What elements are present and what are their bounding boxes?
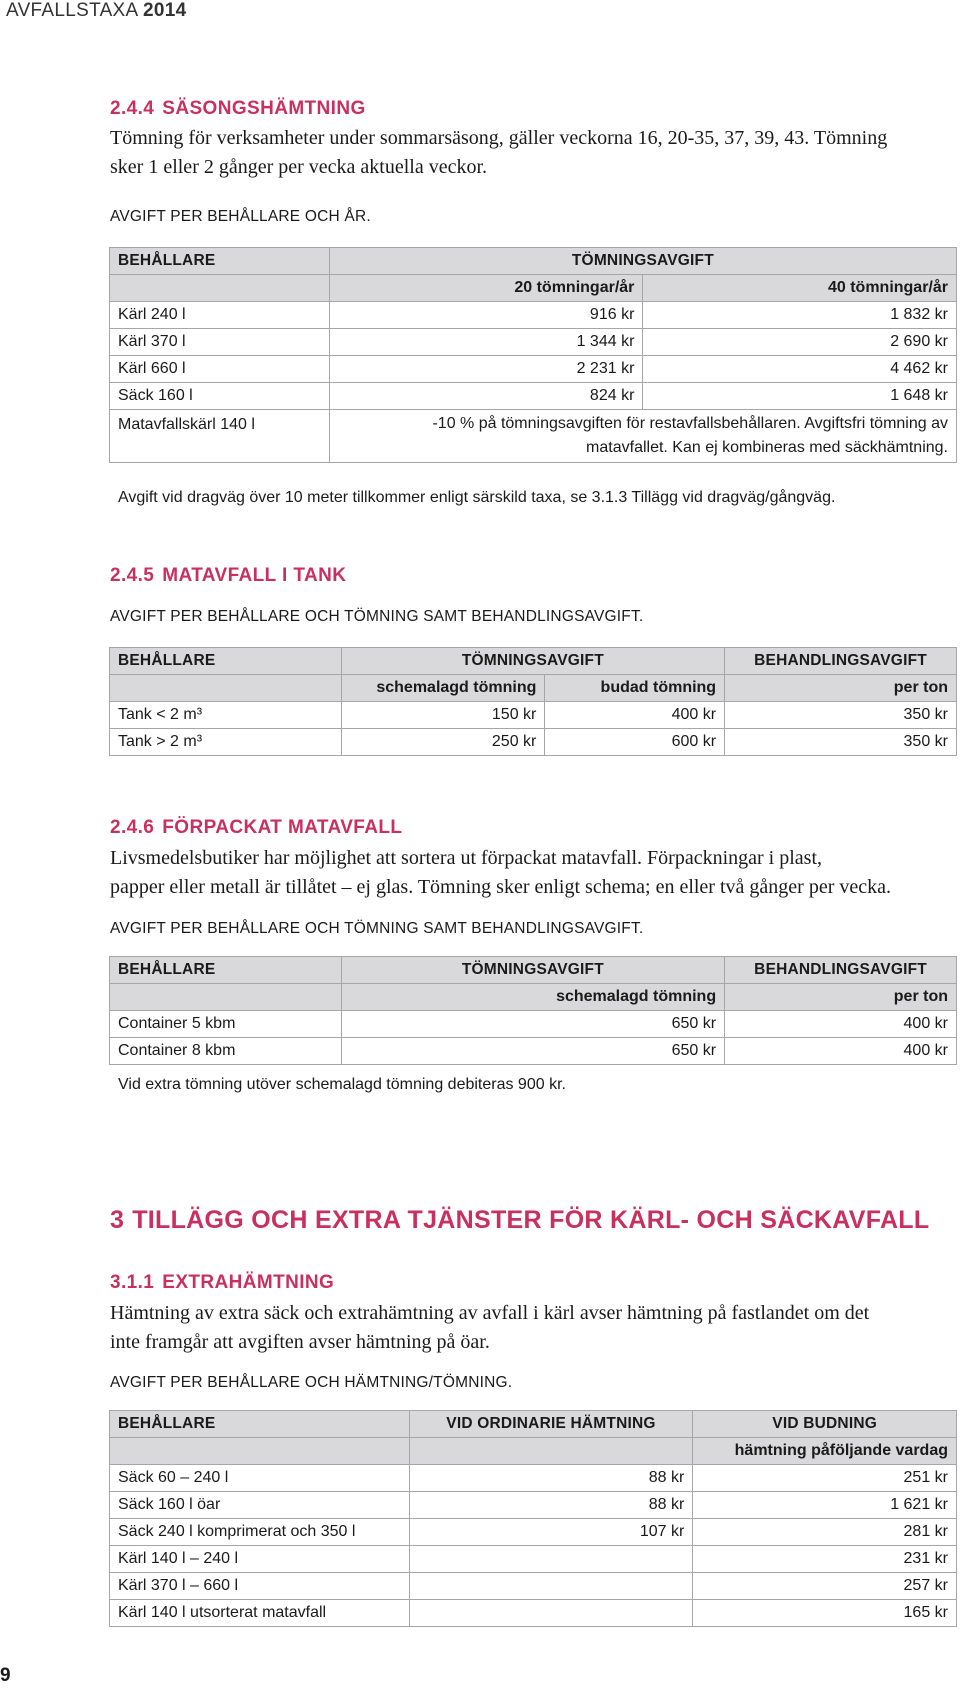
- tank-food-waste-table: [109, 647, 957, 756]
- row-value: 250 kr: [341, 729, 545, 756]
- col-header-blank: [110, 275, 330, 302]
- section-number: 3.1.1: [110, 1272, 155, 1293]
- table-row: [110, 383, 957, 410]
- col-header-blank: [409, 1438, 693, 1465]
- col-header-scheduled: schemalagd tömning: [341, 984, 724, 1011]
- col-header-treatment-fee: BEHANDLINGSAVGIFT: [725, 648, 957, 675]
- table-row: [110, 410, 957, 463]
- col-header-scheduled: schemalagd tömning: [341, 675, 545, 702]
- table-row: [110, 702, 957, 729]
- row-value: 824 kr: [329, 383, 643, 410]
- row-value: 650 kr: [341, 1011, 724, 1038]
- table-row: [110, 1600, 957, 1627]
- row-value: 1 344 kr: [329, 329, 643, 356]
- row-value: 400 kr: [545, 702, 725, 729]
- page-number: 9: [0, 1665, 11, 1686]
- row-label: Säck 240 l komprimerat och 350 l: [110, 1519, 410, 1546]
- row-value: 88 kr: [409, 1465, 693, 1492]
- section-2-4-6-caption: AVGIFT PER BEHÅLLARE OCH TÖMNING SAMT BEHANDLINGSAVGIFT.: [110, 920, 644, 937]
- col-header-container: BEHÅLLARE: [110, 1411, 410, 1438]
- section-2-4-6-text-line2: papper eller metall är tillåtet – ej glas. Tömning sker enligt schema; en eller två gånger per vecka.: [110, 876, 891, 898]
- row-label: Container 8 kbm: [110, 1038, 342, 1065]
- row-value: [409, 1573, 693, 1600]
- section-2-4-5-heading: [110, 565, 346, 587]
- row-value: [409, 1600, 693, 1627]
- section-title: EXTRAHÄMTNING: [162, 1272, 335, 1293]
- row-value: 400 kr: [725, 1011, 957, 1038]
- section-3-1-1-heading: [110, 1272, 334, 1294]
- row-value: 281 kr: [693, 1519, 957, 1546]
- table-row: [110, 1038, 957, 1065]
- section-2-4-6-text-line1: Livsmedelsbutiker har möjlighet att sortera ut förpackat matavfall. Förpackningar i plast,: [110, 847, 823, 869]
- running-header: [6, 0, 187, 22]
- row-label: Säck 160 l öar: [110, 1492, 410, 1519]
- row-label: Tank > 2 m³: [110, 729, 342, 756]
- col-header-container: BEHÅLLARE: [110, 648, 342, 675]
- section-2-4-4-heading: [110, 98, 366, 120]
- row-label: Säck 160 l: [110, 383, 330, 410]
- chapter-3-heading: [110, 1206, 929, 1235]
- chapter-number: 3: [110, 1206, 125, 1234]
- section-2-4-4-text: Tömning för verksamheter under sommarsäsong, gäller veckorna 16, 20-35, 37, 39, 43. Tömning sker 1 eller 2 gånger per vecka aktuella veckor.: [110, 127, 888, 178]
- header-year: 2014: [143, 0, 187, 21]
- col-header-20-per-year: 20 tömningar/år: [329, 275, 643, 302]
- header-title: AVFALLSTAXA: [6, 0, 138, 21]
- section-2-4-5-caption: AVGIFT PER BEHÅLLARE OCH TÖMNING SAMT BEHANDLINGSAVGIFT.: [110, 608, 644, 625]
- section-2-4-6-heading: [110, 817, 402, 839]
- row-label: Säck 60 – 240 l: [110, 1465, 410, 1492]
- section-title: MATAVFALL I TANK: [162, 565, 347, 586]
- section-2-4-4-caption: AVGIFT PER BEHÅLLARE OCH ÅR.: [110, 208, 371, 225]
- section-number: 2.4.4: [110, 98, 155, 119]
- row-label: Kärl 370 l: [110, 329, 330, 356]
- table-row: [110, 1546, 957, 1573]
- row-value: 2 690 kr: [643, 329, 957, 356]
- section-title: SÄSONGSHÄMTNING: [162, 98, 366, 119]
- row-label: Kärl 140 l utsorterat matavfall: [110, 1600, 410, 1627]
- col-header-container: BEHÅLLARE: [110, 248, 330, 275]
- row-value: [409, 1546, 693, 1573]
- section-3-1-1-caption: AVGIFT PER BEHÅLLARE OCH HÄMTNING/TÖMNING.: [110, 1374, 513, 1391]
- row-value: 916 kr: [329, 302, 643, 329]
- row-value: 1 648 kr: [643, 383, 957, 410]
- row-label: Kärl 140 l – 240 l: [110, 1546, 410, 1573]
- row-value: 600 kr: [545, 729, 725, 756]
- row-value: 257 kr: [693, 1573, 957, 1600]
- row-value: 350 kr: [725, 729, 957, 756]
- row-value: 400 kr: [725, 1038, 957, 1065]
- section-title: FÖRPACKAT MATAVFALL: [162, 817, 403, 838]
- col-header-blank: [110, 675, 342, 702]
- col-header-emptying-fee: TÖMNINGSAVGIFT: [329, 248, 956, 275]
- col-header-blank: [110, 984, 342, 1011]
- row-value: 251 kr: [693, 1465, 957, 1492]
- table-row: [110, 356, 957, 383]
- row-value: 150 kr: [341, 702, 545, 729]
- col-header-blank: [110, 1438, 410, 1465]
- table-row: [110, 1011, 957, 1038]
- row-label: Kärl 370 l – 660 l: [110, 1573, 410, 1600]
- row-value: 350 kr: [725, 702, 957, 729]
- row-value: 4 462 kr: [643, 356, 957, 383]
- table-row: [110, 1573, 957, 1600]
- row-value: 2 231 kr: [329, 356, 643, 383]
- table-row: [110, 1519, 957, 1546]
- section-3-1-1-text-line1: Hämtning av extra säck och extrahämtning av avfall i kärl avser hämtning på fastlandet om det: [110, 1302, 870, 1324]
- col-header-next-weekday: hämtning påföljande vardag: [693, 1438, 957, 1465]
- col-header-emptying-fee: TÖMNINGSAVGIFT: [341, 648, 724, 675]
- row-label: Kärl 660 l: [110, 356, 330, 383]
- col-header-40-per-year: 40 tömningar/år: [643, 275, 957, 302]
- row-value: 165 kr: [693, 1600, 957, 1627]
- row-label: Kärl 240 l: [110, 302, 330, 329]
- row-value: 650 kr: [341, 1038, 724, 1065]
- col-header-container: BEHÅLLARE: [110, 957, 342, 984]
- section-2-4-4-note: Avgift vid dragväg över 10 meter tillkommer enligt särskild taxa, se 3.1.3 Tillägg vid dragväg/gångväg.: [118, 489, 836, 506]
- col-header-emptying-fee: TÖMNINGSAVGIFT: [341, 957, 724, 984]
- extra-collection-table: [109, 1410, 957, 1627]
- row-label: Tank < 2 m³: [110, 702, 342, 729]
- table-row: [110, 302, 957, 329]
- row-value: 88 kr: [409, 1492, 693, 1519]
- row-value: 1 621 kr: [693, 1492, 957, 1519]
- row-value: 1 832 kr: [643, 302, 957, 329]
- packaged-food-waste-table: [109, 956, 957, 1065]
- section-number: 2.4.6: [110, 817, 155, 838]
- table-row: [110, 1465, 957, 1492]
- col-header-treatment-fee: BEHANDLINGSAVGIFT: [725, 957, 957, 984]
- section-number: 2.4.5: [110, 565, 155, 586]
- section-3-1-1-text-line2: inte framgår att avgiften avser hämtning på öar.: [110, 1331, 490, 1353]
- col-header-ordered: budad tömning: [545, 675, 725, 702]
- col-header-per-ton: per ton: [725, 675, 957, 702]
- col-header-per-ton: per ton: [725, 984, 957, 1011]
- row-value: 231 kr: [693, 1546, 957, 1573]
- note-line: -10 % på tömningsavgiften för restavfallsbehållaren. Avgiftsfri tömning av: [432, 415, 948, 432]
- table-row: [110, 729, 957, 756]
- food-waste-bin-note: [329, 410, 956, 463]
- row-value: 107 kr: [409, 1519, 693, 1546]
- seasonal-collection-table: [109, 247, 957, 463]
- row-label: Container 5 kbm: [110, 1011, 342, 1038]
- table-row: [110, 329, 957, 356]
- table-row: [110, 1492, 957, 1519]
- chapter-title: TILLÄGG OCH EXTRA TJÄNSTER FÖR KÄRL- OCH SÄCKAVFALL: [132, 1206, 930, 1234]
- section-2-4-6-note: Vid extra tömning utöver schemalagd tömning debiteras 900 kr.: [118, 1076, 566, 1093]
- col-header-ordinary: VID ORDINARIE HÄMTNING: [409, 1411, 693, 1438]
- row-label: Matavfallskärl 140 l: [110, 410, 330, 463]
- col-header-on-request: VID BUDNING: [693, 1411, 957, 1438]
- note-line: matavfallet. Kan ej kombineras med säckhämtning.: [586, 439, 948, 456]
